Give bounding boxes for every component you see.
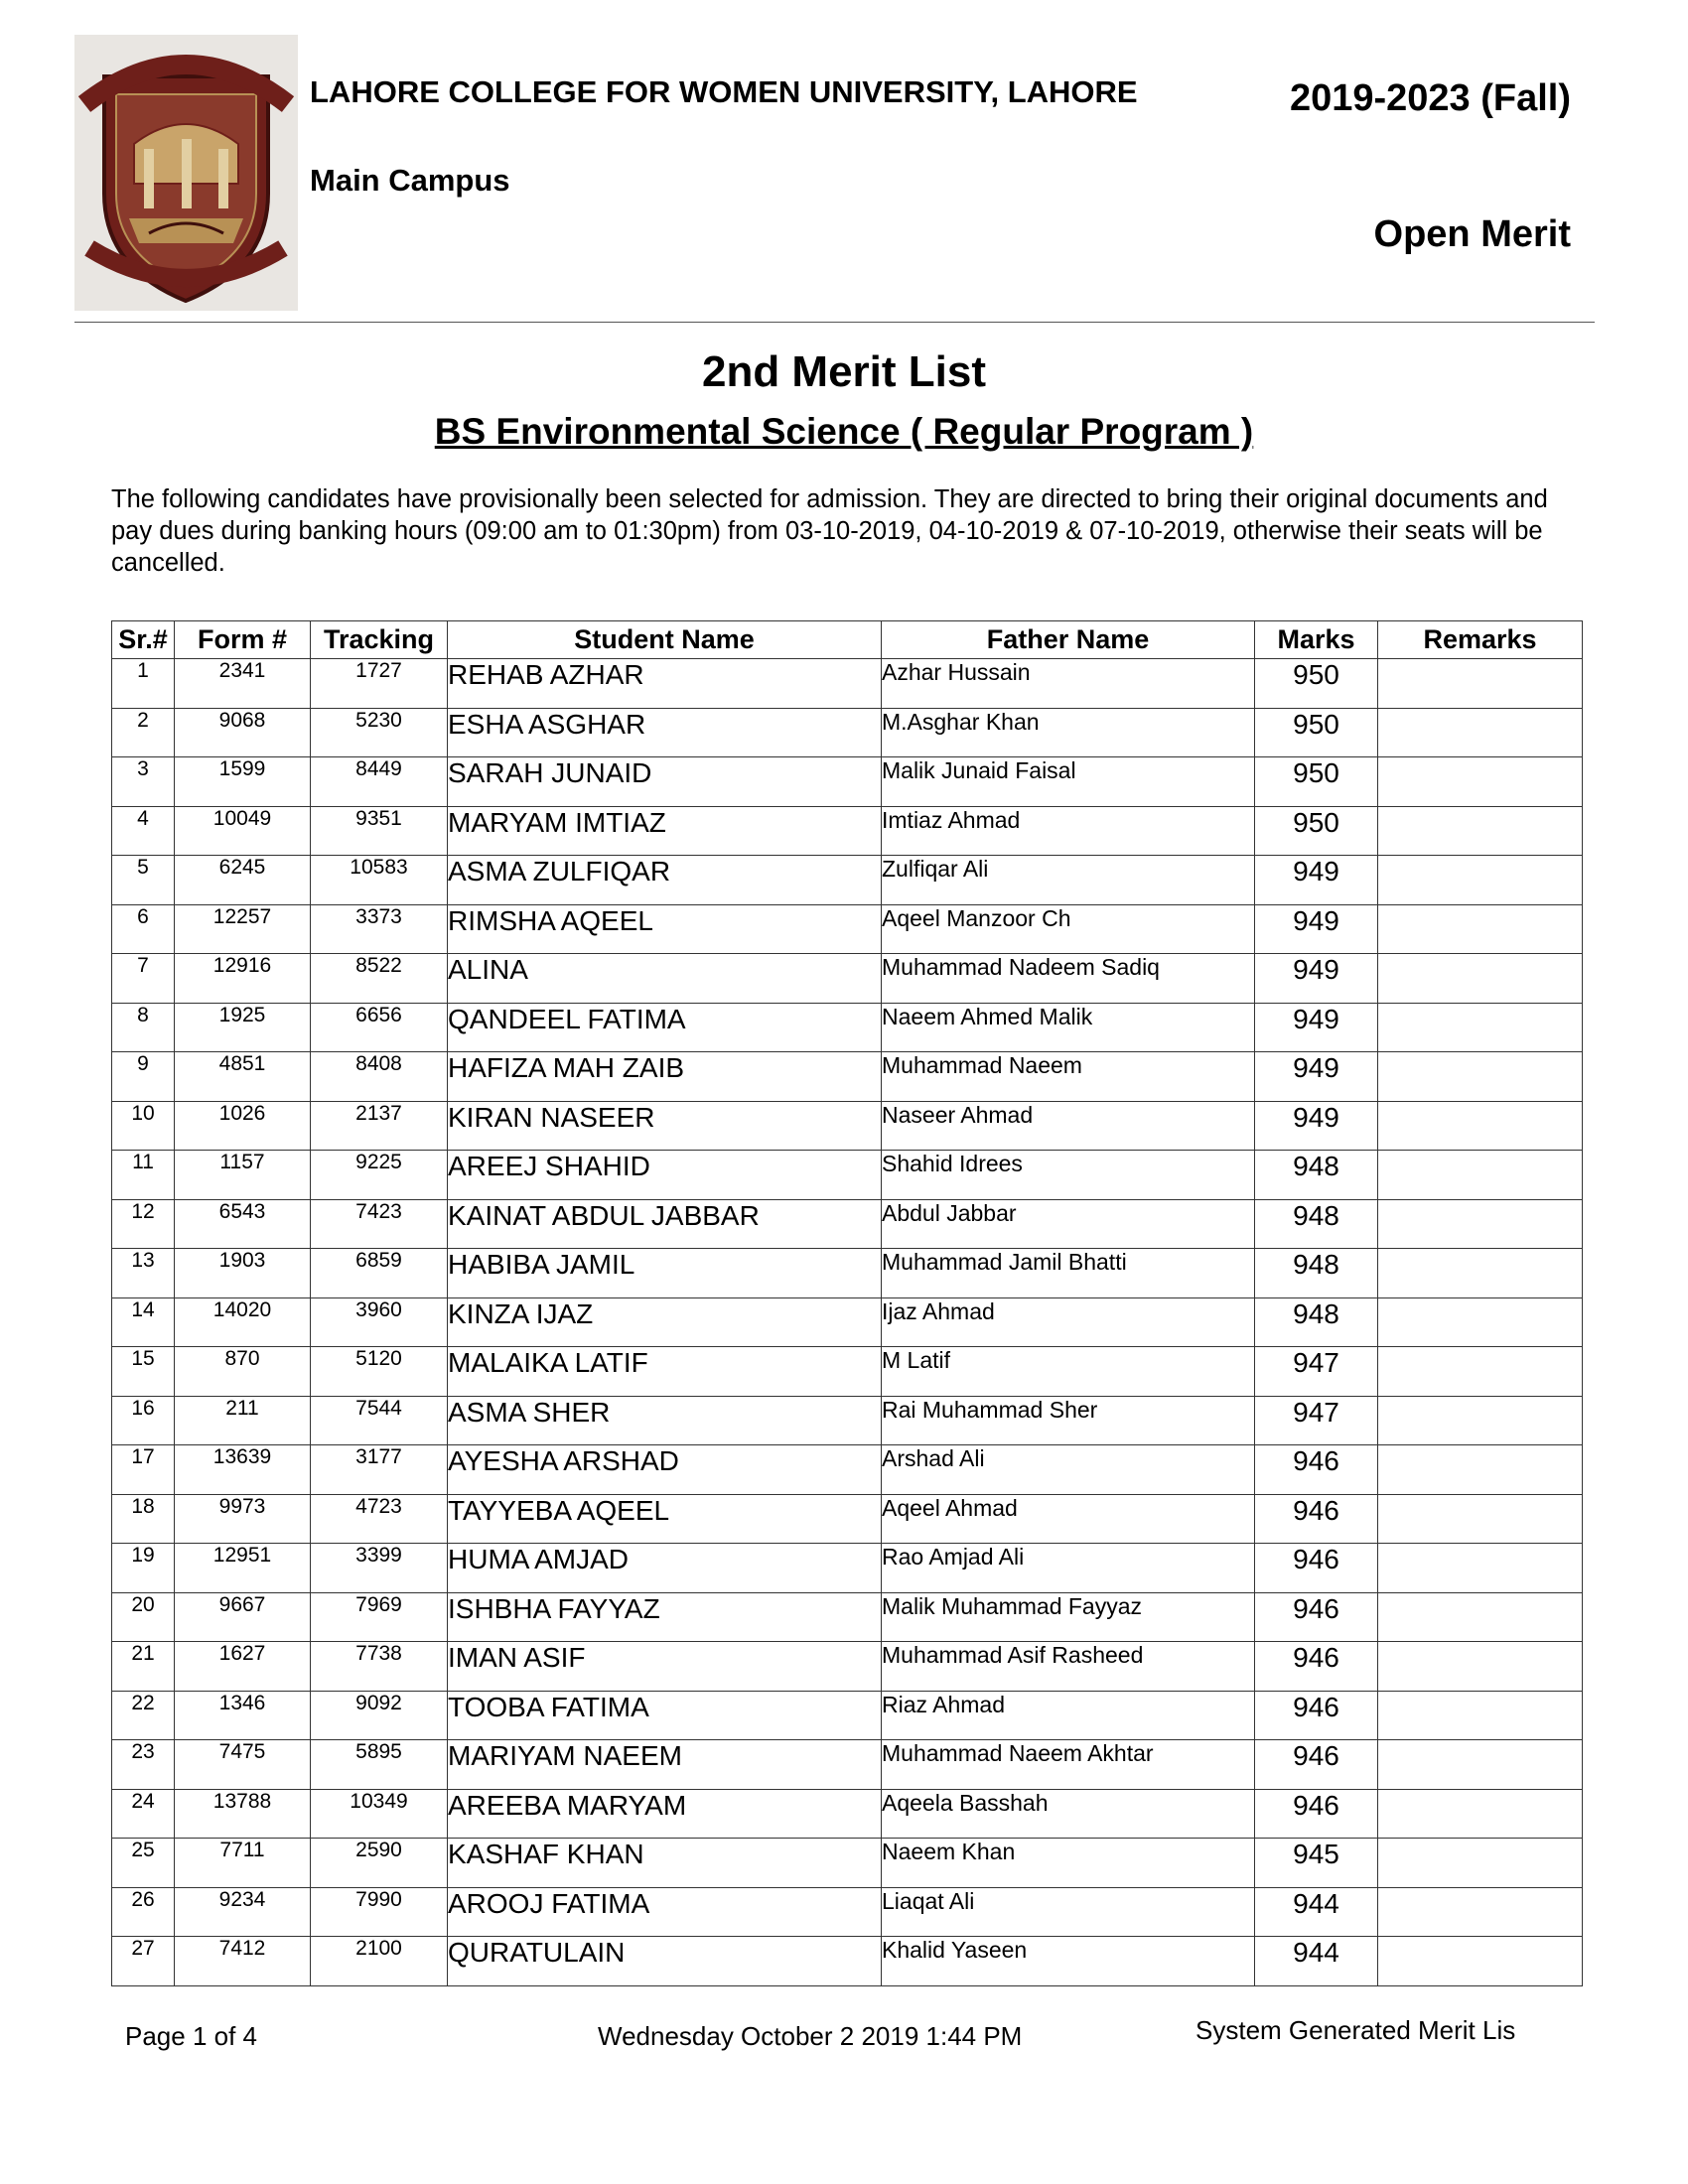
cell-tracking: 4723 xyxy=(311,1494,448,1544)
cell-marks: 949 xyxy=(1255,954,1378,1004)
cell-tracking: 6859 xyxy=(311,1249,448,1298)
cell-sr: 7 xyxy=(112,954,175,1004)
column-header-marks: Marks xyxy=(1255,621,1378,659)
cell-sr: 10 xyxy=(112,1101,175,1151)
cell-sr: 27 xyxy=(112,1937,175,1986)
cell-father-name: Muhammad Asif Rasheed xyxy=(882,1642,1255,1692)
cell-student-name: KIRAN NASEER xyxy=(448,1101,882,1151)
cell-remarks xyxy=(1378,708,1583,757)
page-number: Page 1 of 4 xyxy=(125,2021,257,2051)
cell-father-name: Aqeel Manzoor Ch xyxy=(882,904,1255,954)
cell-form-number: 9068 xyxy=(175,708,311,757)
cell-form-number: 9234 xyxy=(175,1887,311,1937)
cell-remarks xyxy=(1378,659,1583,709)
cell-student-name: ISHBHA FAYYAZ xyxy=(448,1592,882,1642)
cell-tracking: 5230 xyxy=(311,708,448,757)
cell-marks: 949 xyxy=(1255,1052,1378,1102)
cell-marks: 944 xyxy=(1255,1887,1378,1937)
cell-remarks xyxy=(1378,1642,1583,1692)
table-row xyxy=(112,1347,1583,1397)
cell-tracking: 7544 xyxy=(311,1396,448,1445)
system-note: System Generated Merit Lis xyxy=(1196,2015,1516,2045)
cell-form-number: 9667 xyxy=(175,1592,311,1642)
column-header-tracking: Tracking xyxy=(311,621,448,659)
table-row xyxy=(112,1101,1583,1151)
cell-tracking: 5120 xyxy=(311,1347,448,1397)
cell-marks: 946 xyxy=(1255,1445,1378,1495)
cell-form-number: 13788 xyxy=(175,1789,311,1839)
cell-student-name: SARAH JUNAID xyxy=(448,757,882,807)
cell-form-number: 6245 xyxy=(175,856,311,905)
cell-marks: 944 xyxy=(1255,1937,1378,1986)
cell-sr: 22 xyxy=(112,1691,175,1740)
cell-student-name: ASMA SHER xyxy=(448,1396,882,1445)
cell-father-name: Muhammad Naeem Akhtar xyxy=(882,1740,1255,1790)
column-header-remarks: Remarks xyxy=(1378,621,1583,659)
cell-form-number: 12257 xyxy=(175,904,311,954)
table-header-row xyxy=(112,621,1583,659)
cell-sr: 3 xyxy=(112,757,175,807)
cell-tracking: 8408 xyxy=(311,1052,448,1102)
cell-form-number: 211 xyxy=(175,1396,311,1445)
cell-marks: 950 xyxy=(1255,708,1378,757)
cell-student-name: IMAN ASIF xyxy=(448,1642,882,1692)
cell-remarks xyxy=(1378,1544,1583,1593)
program-title: BS Environmental Science ( Regular Program ) xyxy=(434,411,1254,452)
cell-tracking: 2100 xyxy=(311,1937,448,1986)
cell-remarks xyxy=(1378,1494,1583,1544)
cell-tracking: 6656 xyxy=(311,1003,448,1052)
cell-student-name: AYESHA ARSHAD xyxy=(448,1445,882,1495)
cell-student-name: ASMA ZULFIQAR xyxy=(448,856,882,905)
cell-father-name: Naeem Ahmed Malik xyxy=(882,1003,1255,1052)
cell-remarks xyxy=(1378,1297,1583,1347)
cell-tracking: 7738 xyxy=(311,1642,448,1692)
column-header-form: Form # xyxy=(175,621,311,659)
cell-sr: 21 xyxy=(112,1642,175,1692)
cell-remarks xyxy=(1378,1887,1583,1937)
cell-father-name: Malik Muhammad Fayyaz xyxy=(882,1592,1255,1642)
cell-tracking: 10583 xyxy=(311,856,448,905)
cell-marks: 950 xyxy=(1255,659,1378,709)
merit-type-label: Open Merit xyxy=(1373,213,1571,255)
generated-datetime: Wednesday October 2 2019 1:44 PM xyxy=(598,2021,1023,2051)
cell-student-name: KASHAF KHAN xyxy=(448,1839,882,1888)
cell-father-name: Muhammad Jamil Bhatti xyxy=(882,1249,1255,1298)
cell-student-name: ESHA ASGHAR xyxy=(448,708,882,757)
cell-marks: 946 xyxy=(1255,1544,1378,1593)
cell-remarks xyxy=(1378,904,1583,954)
table-row xyxy=(112,1199,1583,1249)
cell-marks: 946 xyxy=(1255,1789,1378,1839)
cell-student-name: KAINAT ABDUL JABBAR xyxy=(448,1199,882,1249)
table-row xyxy=(112,1789,1583,1839)
column-header-sr: Sr.# xyxy=(112,621,175,659)
cell-form-number: 1903 xyxy=(175,1249,311,1298)
cell-marks: 946 xyxy=(1255,1592,1378,1642)
cell-marks: 945 xyxy=(1255,1839,1378,1888)
cell-tracking: 1727 xyxy=(311,659,448,709)
cell-tracking: 3177 xyxy=(311,1445,448,1495)
cell-form-number: 4851 xyxy=(175,1052,311,1102)
table-row xyxy=(112,1691,1583,1740)
cell-remarks xyxy=(1378,1937,1583,1986)
university-logo xyxy=(74,35,298,311)
table-row xyxy=(112,1052,1583,1102)
cell-sr: 4 xyxy=(112,806,175,856)
cell-remarks xyxy=(1378,806,1583,856)
cell-father-name: Liaqat Ali xyxy=(882,1887,1255,1937)
table-row xyxy=(112,1740,1583,1790)
cell-sr: 16 xyxy=(112,1396,175,1445)
cell-remarks xyxy=(1378,1789,1583,1839)
cell-form-number: 1026 xyxy=(175,1101,311,1151)
cell-sr: 2 xyxy=(112,708,175,757)
cell-marks: 948 xyxy=(1255,1249,1378,1298)
cell-student-name: KINZA IJAZ xyxy=(448,1297,882,1347)
cell-marks: 946 xyxy=(1255,1642,1378,1692)
table-row xyxy=(112,1494,1583,1544)
header-divider xyxy=(74,322,1595,323)
cell-father-name: Khalid Yaseen xyxy=(882,1937,1255,1986)
cell-form-number: 10049 xyxy=(175,806,311,856)
cell-student-name: QANDEEL FATIMA xyxy=(448,1003,882,1052)
cell-remarks xyxy=(1378,1740,1583,1790)
cell-form-number: 6543 xyxy=(175,1199,311,1249)
cell-remarks xyxy=(1378,856,1583,905)
cell-sr: 19 xyxy=(112,1544,175,1593)
column-header-student-name: Student Name xyxy=(448,621,882,659)
cell-father-name: Shahid Idrees xyxy=(882,1151,1255,1200)
cell-father-name: Riaz Ahmad xyxy=(882,1691,1255,1740)
table-row xyxy=(112,1445,1583,1495)
cell-form-number: 13639 xyxy=(175,1445,311,1495)
cell-remarks xyxy=(1378,1592,1583,1642)
cell-marks: 949 xyxy=(1255,904,1378,954)
cell-student-name: MARIYAM NAEEM xyxy=(448,1740,882,1790)
cell-marks: 948 xyxy=(1255,1297,1378,1347)
cell-sr: 13 xyxy=(112,1249,175,1298)
cell-sr: 17 xyxy=(112,1445,175,1495)
university-name: LAHORE COLLEGE FOR WOMEN UNIVERSITY, LAHORE xyxy=(310,74,1138,109)
cell-father-name: Ijaz Ahmad xyxy=(882,1297,1255,1347)
cell-father-name: M.Asghar Khan xyxy=(882,708,1255,757)
cell-remarks xyxy=(1378,1052,1583,1102)
cell-form-number: 870 xyxy=(175,1347,311,1397)
cell-form-number: 7412 xyxy=(175,1937,311,1986)
cell-sr: 20 xyxy=(112,1592,175,1642)
cell-marks: 949 xyxy=(1255,1101,1378,1151)
cell-sr: 12 xyxy=(112,1199,175,1249)
cell-form-number: 1157 xyxy=(175,1151,311,1200)
cell-tracking: 3373 xyxy=(311,904,448,954)
cell-marks: 948 xyxy=(1255,1151,1378,1200)
table-row xyxy=(112,856,1583,905)
cell-father-name: Naeem Khan xyxy=(882,1839,1255,1888)
cell-father-name: Rao Amjad Ali xyxy=(882,1544,1255,1593)
table-row xyxy=(112,659,1583,709)
cell-marks: 949 xyxy=(1255,856,1378,905)
cell-sr: 9 xyxy=(112,1052,175,1102)
cell-marks: 946 xyxy=(1255,1691,1378,1740)
cell-remarks xyxy=(1378,1445,1583,1495)
cell-student-name: AREEBA MARYAM xyxy=(448,1789,882,1839)
admission-notice: The following candidates have provisionally been selected for admission. They are directed to bring their original documents and pay dues during banking hours (09:00 am to 01:30pm) from 03-10-2019, 04-10-2019 & 07-10-2019, otherwise their seats will be cancelled. xyxy=(111,485,1548,577)
column-header-father-name: Father Name xyxy=(882,621,1255,659)
cell-form-number: 12951 xyxy=(175,1544,311,1593)
cell-tracking: 9092 xyxy=(311,1691,448,1740)
cell-father-name: Zulfiqar Ali xyxy=(882,856,1255,905)
cell-father-name: Imtiaz Ahmad xyxy=(882,806,1255,856)
table-row xyxy=(112,806,1583,856)
cell-form-number: 14020 xyxy=(175,1297,311,1347)
cell-sr: 25 xyxy=(112,1839,175,1888)
cell-father-name: Naseer Ahmad xyxy=(882,1101,1255,1151)
table-row xyxy=(112,1887,1583,1937)
cell-tracking: 7990 xyxy=(311,1887,448,1937)
table-row xyxy=(112,954,1583,1004)
cell-remarks xyxy=(1378,757,1583,807)
cell-remarks xyxy=(1378,1003,1583,1052)
cell-remarks xyxy=(1378,1199,1583,1249)
cell-form-number: 1627 xyxy=(175,1642,311,1692)
cell-sr: 11 xyxy=(112,1151,175,1200)
table-row xyxy=(112,1249,1583,1298)
cell-tracking: 5895 xyxy=(311,1740,448,1790)
cell-father-name: Abdul Jabbar xyxy=(882,1199,1255,1249)
table-row xyxy=(112,1297,1583,1347)
cell-tracking: 3960 xyxy=(311,1297,448,1347)
merit-table xyxy=(111,620,1583,1986)
cell-student-name: MARYAM IMTIAZ xyxy=(448,806,882,856)
cell-tracking: 2137 xyxy=(311,1101,448,1151)
cell-student-name: RIMSHA AQEEL xyxy=(448,904,882,954)
table-row xyxy=(112,1396,1583,1445)
cell-student-name: TAYYEBA AQEEL xyxy=(448,1494,882,1544)
cell-student-name: HAFIZA MAH ZAIB xyxy=(448,1052,882,1102)
table-row xyxy=(112,1642,1583,1692)
cell-form-number: 7711 xyxy=(175,1839,311,1888)
cell-remarks xyxy=(1378,1347,1583,1397)
cell-form-number: 1346 xyxy=(175,1691,311,1740)
cell-father-name: Muhammad Nadeem Sadiq xyxy=(882,954,1255,1004)
cell-remarks xyxy=(1378,1249,1583,1298)
table-row xyxy=(112,1839,1583,1888)
table-row xyxy=(112,708,1583,757)
cell-marks: 947 xyxy=(1255,1347,1378,1397)
table-row xyxy=(112,1937,1583,1986)
cell-form-number: 1925 xyxy=(175,1003,311,1052)
table-row xyxy=(112,1151,1583,1200)
cell-marks: 950 xyxy=(1255,757,1378,807)
table-row xyxy=(112,1592,1583,1642)
cell-student-name: AREEJ SHAHID xyxy=(448,1151,882,1200)
cell-tracking: 8449 xyxy=(311,757,448,807)
cell-father-name: Rai Muhammad Sher xyxy=(882,1396,1255,1445)
campus-label: Main Campus xyxy=(310,163,510,198)
table-row xyxy=(112,1003,1583,1052)
cell-form-number: 1599 xyxy=(175,757,311,807)
cell-sr: 23 xyxy=(112,1740,175,1790)
cell-marks: 950 xyxy=(1255,806,1378,856)
cell-remarks xyxy=(1378,1151,1583,1200)
cell-sr: 18 xyxy=(112,1494,175,1544)
cell-sr: 14 xyxy=(112,1297,175,1347)
table-row xyxy=(112,757,1583,807)
cell-remarks xyxy=(1378,954,1583,1004)
cell-sr: 5 xyxy=(112,856,175,905)
cell-sr: 8 xyxy=(112,1003,175,1052)
cell-student-name: MALAIKA LATIF xyxy=(448,1347,882,1397)
cell-father-name: Muhammad Naeem xyxy=(882,1052,1255,1102)
cell-sr: 15 xyxy=(112,1347,175,1397)
cell-tracking: 7969 xyxy=(311,1592,448,1642)
page-title: 2nd Merit List xyxy=(701,347,987,396)
cell-tracking: 3399 xyxy=(311,1544,448,1593)
cell-father-name: Malik Junaid Faisal xyxy=(882,757,1255,807)
cell-form-number: 12916 xyxy=(175,954,311,1004)
cell-remarks xyxy=(1378,1101,1583,1151)
cell-remarks xyxy=(1378,1691,1583,1740)
cell-tracking: 9351 xyxy=(311,806,448,856)
cell-student-name: HABIBA JAMIL xyxy=(448,1249,882,1298)
cell-marks: 947 xyxy=(1255,1396,1378,1445)
cell-form-number: 7475 xyxy=(175,1740,311,1790)
cell-sr: 26 xyxy=(112,1887,175,1937)
cell-sr: 24 xyxy=(112,1789,175,1839)
cell-remarks xyxy=(1378,1839,1583,1888)
cell-father-name: M Latif xyxy=(882,1347,1255,1397)
cell-sr: 6 xyxy=(112,904,175,954)
cell-student-name: ALINA xyxy=(448,954,882,1004)
cell-tracking: 2590 xyxy=(311,1839,448,1888)
cell-student-name: REHAB AZHAR xyxy=(448,659,882,709)
cell-sr: 1 xyxy=(112,659,175,709)
cell-tracking: 8522 xyxy=(311,954,448,1004)
cell-marks: 946 xyxy=(1255,1494,1378,1544)
cell-tracking: 7423 xyxy=(311,1199,448,1249)
cell-form-number: 9973 xyxy=(175,1494,311,1544)
table-row xyxy=(112,1544,1583,1593)
cell-student-name: TOOBA FATIMA xyxy=(448,1691,882,1740)
merit-table-body xyxy=(112,659,1583,1986)
session-label: 2019-2023 (Fall) xyxy=(1289,77,1571,119)
table-row xyxy=(112,904,1583,954)
cell-student-name: AROOJ FATIMA xyxy=(448,1887,882,1937)
cell-marks: 948 xyxy=(1255,1199,1378,1249)
cell-form-number: 2341 xyxy=(175,659,311,709)
cell-father-name: Aqeela Basshah xyxy=(882,1789,1255,1839)
cell-father-name: Aqeel Ahmad xyxy=(882,1494,1255,1544)
cell-student-name: HUMA AMJAD xyxy=(448,1544,882,1593)
cell-marks: 946 xyxy=(1255,1740,1378,1790)
cell-student-name: QURATULAIN xyxy=(448,1937,882,1986)
cell-remarks xyxy=(1378,1396,1583,1445)
cell-father-name: Azhar Hussain xyxy=(882,659,1255,709)
cell-marks: 949 xyxy=(1255,1003,1378,1052)
cell-tracking: 10349 xyxy=(311,1789,448,1839)
cell-tracking: 9225 xyxy=(311,1151,448,1200)
cell-father-name: Arshad Ali xyxy=(882,1445,1255,1495)
